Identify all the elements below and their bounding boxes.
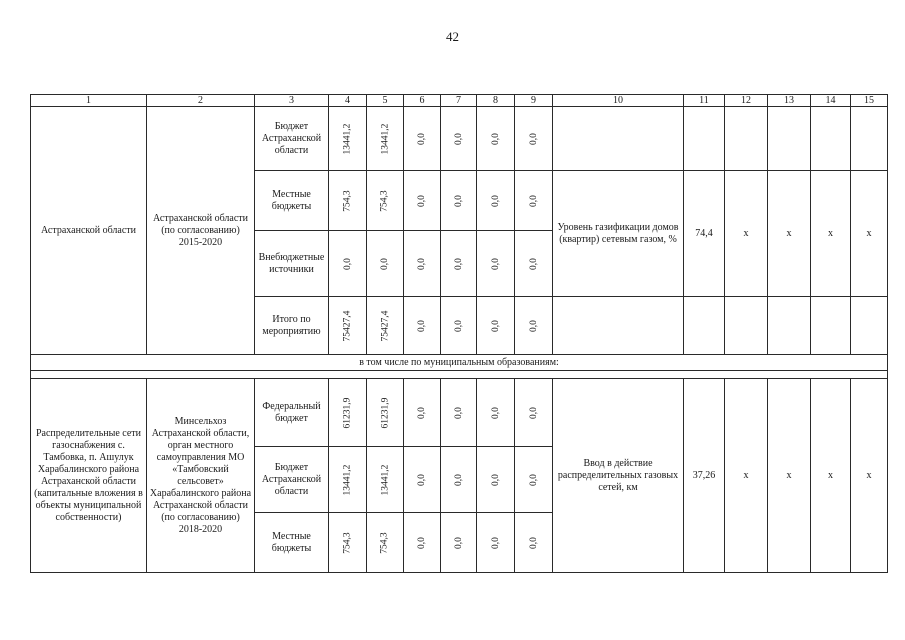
indicator-cell: Уровень газификации домов (квартир) сетевым газом, %: [553, 171, 684, 297]
table-row: [31, 379, 888, 447]
value-cell: x: [851, 171, 888, 297]
value-cell: 0,0: [477, 171, 515, 231]
value-cell: 61231,9: [367, 379, 404, 447]
funding-source-cell: Внебюджетные источники: [255, 231, 329, 297]
indicator-value-cell: 37,26: [684, 379, 725, 573]
value-cell: 0,0: [404, 297, 441, 355]
executor-cell: Минсельхоз Астраханской области, орган местного самоуправления МО «Тамбовский сельсовет» Харабалинского района Астраханской области (по согласованию) 2018-2020: [147, 379, 255, 573]
value-cell: 0,0: [441, 379, 477, 447]
value-cell: 0,0: [441, 107, 477, 171]
value-cell: 0,0: [515, 513, 553, 573]
activity-name-cell: Распределительные сети газоснабжения с. Тамбовка, п. Ашулук Харабалинского района Астраханской области (капитальные вложения в объекты муниципальной собственности): [31, 379, 147, 573]
value-cell: x: [768, 171, 811, 297]
column-number-row: [31, 95, 888, 107]
value-cell: 754,3: [329, 171, 367, 231]
value-cell: 0,0: [441, 513, 477, 573]
empty-cell: [811, 107, 851, 171]
value-cell: 75427,4: [367, 297, 404, 355]
value-cell: 0,0: [441, 171, 477, 231]
value-cell: 0,0: [477, 107, 515, 171]
value-cell: 13441,2: [329, 447, 367, 513]
value-cell: 0,0: [441, 447, 477, 513]
column-number: 8: [477, 95, 515, 107]
spacer-cell: [31, 371, 888, 379]
column-number: 13: [768, 95, 811, 107]
value-cell: 0,0: [477, 379, 515, 447]
column-number: 10: [553, 95, 684, 107]
empty-cell: [725, 297, 768, 355]
table-row: [31, 355, 888, 371]
empty-cell: [768, 107, 811, 171]
empty-cell: [725, 107, 768, 171]
value-cell: x: [811, 171, 851, 297]
table-row: [31, 107, 888, 171]
column-number: 2: [147, 95, 255, 107]
empty-cell: [851, 107, 888, 171]
value-cell: 0,0: [477, 513, 515, 573]
column-number: 4: [329, 95, 367, 107]
value-cell: x: [811, 379, 851, 573]
column-number: 5: [367, 95, 404, 107]
executor-cell: Астраханской области (по согласованию) 2015-2020: [147, 107, 255, 355]
value-cell: 0,0: [515, 231, 553, 297]
empty-cell: [553, 297, 684, 355]
column-number: 15: [851, 95, 888, 107]
activity-name-cell: Астраханской области: [31, 107, 147, 355]
value-cell: 0,0: [515, 297, 553, 355]
value-cell: 0,0: [404, 231, 441, 297]
value-cell: 0,0: [404, 447, 441, 513]
value-cell: x: [725, 379, 768, 573]
funding-source-cell: Бюджет Астраханской области: [255, 447, 329, 513]
value-cell: x: [851, 379, 888, 573]
value-cell: 754,3: [329, 513, 367, 573]
funding-source-cell: Федеральный бюджет: [255, 379, 329, 447]
value-cell: 61231,9: [329, 379, 367, 447]
column-number: 3: [255, 95, 329, 107]
column-number: 11: [684, 95, 725, 107]
column-number: 7: [441, 95, 477, 107]
indicator-cell: Ввод в действие распределительных газовых сетей, км: [553, 379, 684, 573]
value-cell: 0,0: [441, 231, 477, 297]
value-cell: 754,3: [367, 171, 404, 231]
value-cell: 0,0: [515, 171, 553, 231]
value-cell: 0,0: [515, 447, 553, 513]
value-cell: 0,0: [441, 297, 477, 355]
spacer-row: [31, 371, 888, 379]
value-cell: 13441,2: [367, 107, 404, 171]
value-cell: 75427,4: [329, 297, 367, 355]
funding-source-cell: Местные бюджеты: [255, 171, 329, 231]
empty-cell: [684, 297, 725, 355]
page-number: 42: [446, 29, 459, 44]
funding-source-cell: Итого по мероприятию: [255, 297, 329, 355]
value-cell: 0,0: [329, 231, 367, 297]
value-cell: 0,0: [404, 379, 441, 447]
indicator-value-cell: 74,4: [684, 171, 725, 297]
value-cell: 0,0: [404, 171, 441, 231]
value-cell: 0,0: [515, 379, 553, 447]
value-cell: 0,0: [515, 107, 553, 171]
empty-cell: [684, 107, 725, 171]
value-cell: 0,0: [367, 231, 404, 297]
funding-source-cell: Бюджет Астраханской области: [255, 107, 329, 171]
column-number: 9: [515, 95, 553, 107]
empty-cell: [811, 297, 851, 355]
value-cell: 754,3: [367, 513, 404, 573]
value-cell: 0,0: [477, 231, 515, 297]
value-cell: 13441,2: [329, 107, 367, 171]
column-number: 12: [725, 95, 768, 107]
column-number: 1: [31, 95, 147, 107]
empty-cell: [851, 297, 888, 355]
value-cell: 0,0: [404, 513, 441, 573]
value-cell: 0,0: [477, 447, 515, 513]
empty-cell: [553, 107, 684, 171]
municipal-subheader: в том числе по муниципальным образованиям:: [31, 355, 888, 371]
program-table: [30, 94, 888, 573]
value-cell: 0,0: [404, 107, 441, 171]
funding-source-cell: Местные бюджеты: [255, 513, 329, 573]
empty-cell: [768, 297, 811, 355]
value-cell: 13441,2: [367, 447, 404, 513]
column-number: 14: [811, 95, 851, 107]
value-cell: x: [725, 171, 768, 297]
column-number: 6: [404, 95, 441, 107]
value-cell: x: [768, 379, 811, 573]
value-cell: 0,0: [477, 297, 515, 355]
